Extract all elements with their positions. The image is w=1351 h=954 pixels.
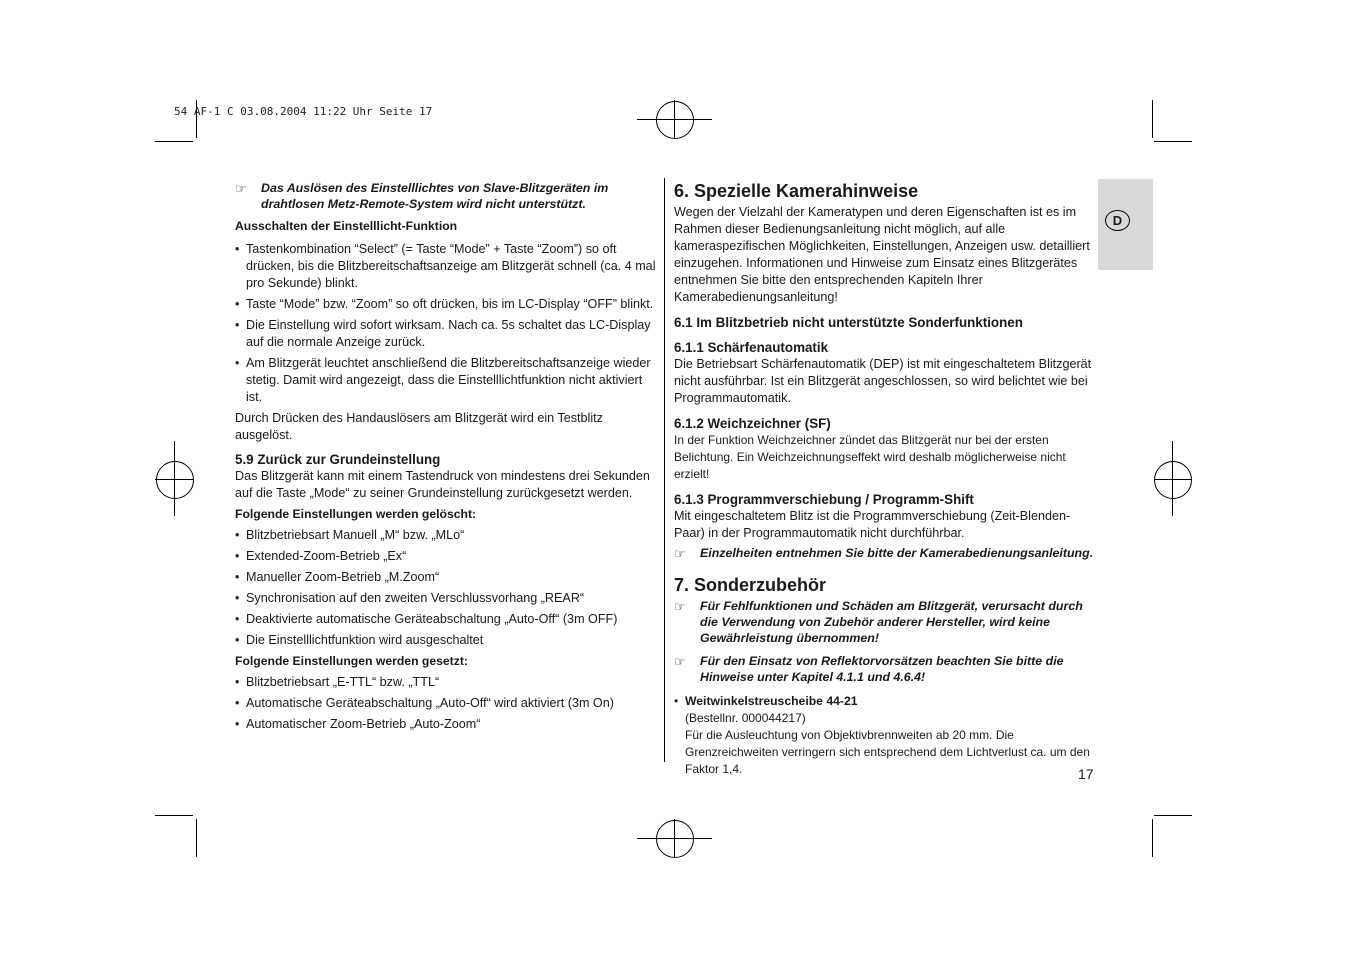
note-slave-flash <box>235 180 660 212</box>
paragraph-5-9: Das Blitzgerät kann mit einem Tastendruck von mindestens drei Sekunden auf die Taste „Mode“ zu seiner Grundeinstellung zurückgesetzt werden. <box>235 469 650 500</box>
heading-5-9: 5.9 Zurück zur Grundeinstellung <box>235 452 441 467</box>
right-column <box>674 180 1098 778</box>
list-item: • Die Einstelllichtfunktion wird ausgeschaltet <box>235 632 660 649</box>
list-item: • Automatischer Zoom-Betrieb „Auto-Zoom“ <box>235 716 660 733</box>
pointing-hand-icon: ☞ <box>674 654 686 669</box>
heading-settings-set: Folgende Einstellungen werden gesetzt: <box>235 654 468 668</box>
note-warranty <box>674 598 1098 646</box>
note-text: Das Auslösen des Einstelllichtes von Slave-Blitzgeräten im drahtlosen Metz-Remote-System wird nicht unterstützt. <box>261 181 609 211</box>
list-item: • Manueller Zoom-Betrieb „M.Zoom“ <box>235 569 660 586</box>
list-item: • Deaktivierte automatische Geräteabschaltung „Auto-Off“ (3m OFF) <box>235 611 660 628</box>
heading-6: 6. Spezielle Kamerahinweise <box>674 181 919 201</box>
heading-modelling-light-off: Ausschalten der Einstelllicht-Funktion <box>235 219 458 233</box>
list-settings-set <box>235 674 660 733</box>
note-text: Für den Einsatz von Reflektorvorsätzen beachten Sie bitte die Hinweise unter Kapitel 4.1.1 und 4.6.4! <box>700 654 1064 684</box>
paragraph-test-flash: Durch Drücken des Handauslösers am Blitzgerät wird ein Testblitz ausgelöst. <box>235 411 603 442</box>
page-number: 17 <box>1078 766 1094 782</box>
left-column <box>235 180 660 737</box>
list-item: • Automatische Geräteabschaltung „Auto-Off“ wird aktiviert (3m On) <box>235 695 660 712</box>
note-camera-manual <box>674 545 1098 562</box>
note-text: Einzelheiten entnehmen Sie bitte der Kamerabedienungsanleitung. <box>700 546 1094 560</box>
paragraph-6-1-1: Die Betriebsart Schärfenautomatik (DEP) ist mit eingeschaltetem Blitzgerät nicht ausführbar. Ist ein Blitzgerät angeschlossen, so wird belichtet wie bei Programmautomatik. <box>674 357 1092 405</box>
accessory-item <box>674 693 1098 778</box>
paragraph-6-1-2: In der Funktion Weichzeichner zündet das Blitzgerät nur bei der ersten Belichtung. Ein Weichzeichnungseffekt wird deshalb möglicherweise nicht erzielt! <box>674 433 1066 481</box>
column-divider <box>664 178 665 762</box>
list-settings-deleted <box>235 527 660 649</box>
heading-6-1-3: 6.1.3 Programmverschiebung / Programm-Shift <box>674 492 974 507</box>
bullet: • <box>674 694 679 708</box>
list-item: • Taste “Mode” bzw. “Zoom” so oft drücken, bis im LC-Display “OFF” blinkt. <box>235 296 660 313</box>
accessory-description: Für die Ausleuchtung von Objektivbrennweiten ab 20 mm. Die Grenzreichweiten verringern sich entsprechend dem Lichtverlust ca. um den Faktor 1,4. <box>685 728 1090 776</box>
list-modelling-light-off <box>235 241 660 406</box>
accessory-title: Weitwinkelstreuscheibe 44-21 <box>685 694 858 708</box>
note-text: Für Fehlfunktionen und Schäden am Blitzgerät, verursacht durch die Verwendung von Zubehör anderer Hersteller, wird keine Gewährleistung übernommen! <box>700 599 1083 645</box>
list-item: • Am Blitzgerät leuchtet anschließend die Blitzbereitschaftsanzeige wieder stetig. Damit wird angezeigt, dass die Einstelllichtfunktion nicht aktiviert ist. <box>235 355 660 406</box>
language-tab-letter: D <box>1105 210 1130 231</box>
list-item: • Blitzbetriebsart Manuell „M“ bzw. „MLo“ <box>235 527 660 544</box>
paragraph-6-1-3: Mit eingeschaltetem Blitz ist die Programmverschiebung (Zeit-Blenden-Paar) in der Programmautomatik nicht durchführbar. <box>674 509 1071 540</box>
list-item: • Die Einstellung wird sofort wirksam. Nach ca. 5s schaltet das LC-Display auf die normale Anzeige zurück. <box>235 317 660 351</box>
heading-7: 7. Sonderzubehör <box>674 575 827 595</box>
accessory-order-number: (Bestellnr. 000044217) <box>685 711 806 725</box>
paragraph-6: Wegen der Vielzahl der Kameratypen und deren Eigenschaften ist es im Rahmen dieser Bedienungsanleitung nicht möglich, auf alle kameraspezifischen Möglichkeiten, Einstellungen, Anzeigen usw. detailliert einzugehen. Informationen und Hinweise zum Einsatz eines Blitzgerätes entnehmen Sie bitte den entsprechenden Kapiteln Ihrer Kamerabedienungsanleitung! <box>674 205 1090 304</box>
heading-6-1: 6.1 Im Blitzbetrieb nicht unterstützte Sonderfunktionen <box>674 315 1023 330</box>
list-item: • Tastenkombination “Select” (= Taste “Mode” + Taste “Zoom”) so oft drücken, bis die Blitzbereitschaftsanzeige am Blitzgerät schnell (ca. 4 mal pro Sekunde) blinkt. <box>235 241 660 292</box>
note-reflector <box>674 653 1098 685</box>
list-item: • Blitzbetriebsart „E-TTL“ bzw. „TTL“ <box>235 674 660 691</box>
list-item: • Extended-Zoom-Betrieb „Ex“ <box>235 548 660 565</box>
pointing-hand-icon: ☞ <box>235 181 247 196</box>
print-slug: 54 AF-1 C 03.08.2004 11:22 Uhr Seite 17 <box>174 105 433 118</box>
list-item: • Synchronisation auf den zweiten Verschlussvorhang „REAR“ <box>235 590 660 607</box>
pointing-hand-icon: ☞ <box>674 546 686 561</box>
heading-6-1-1: 6.1.1 Schärfenautomatik <box>674 340 829 355</box>
pointing-hand-icon: ☞ <box>674 599 686 614</box>
heading-settings-deleted: Folgende Einstellungen werden gelöscht: <box>235 507 477 521</box>
heading-6-1-2: 6.1.2 Weichzeichner (SF) <box>674 416 831 431</box>
